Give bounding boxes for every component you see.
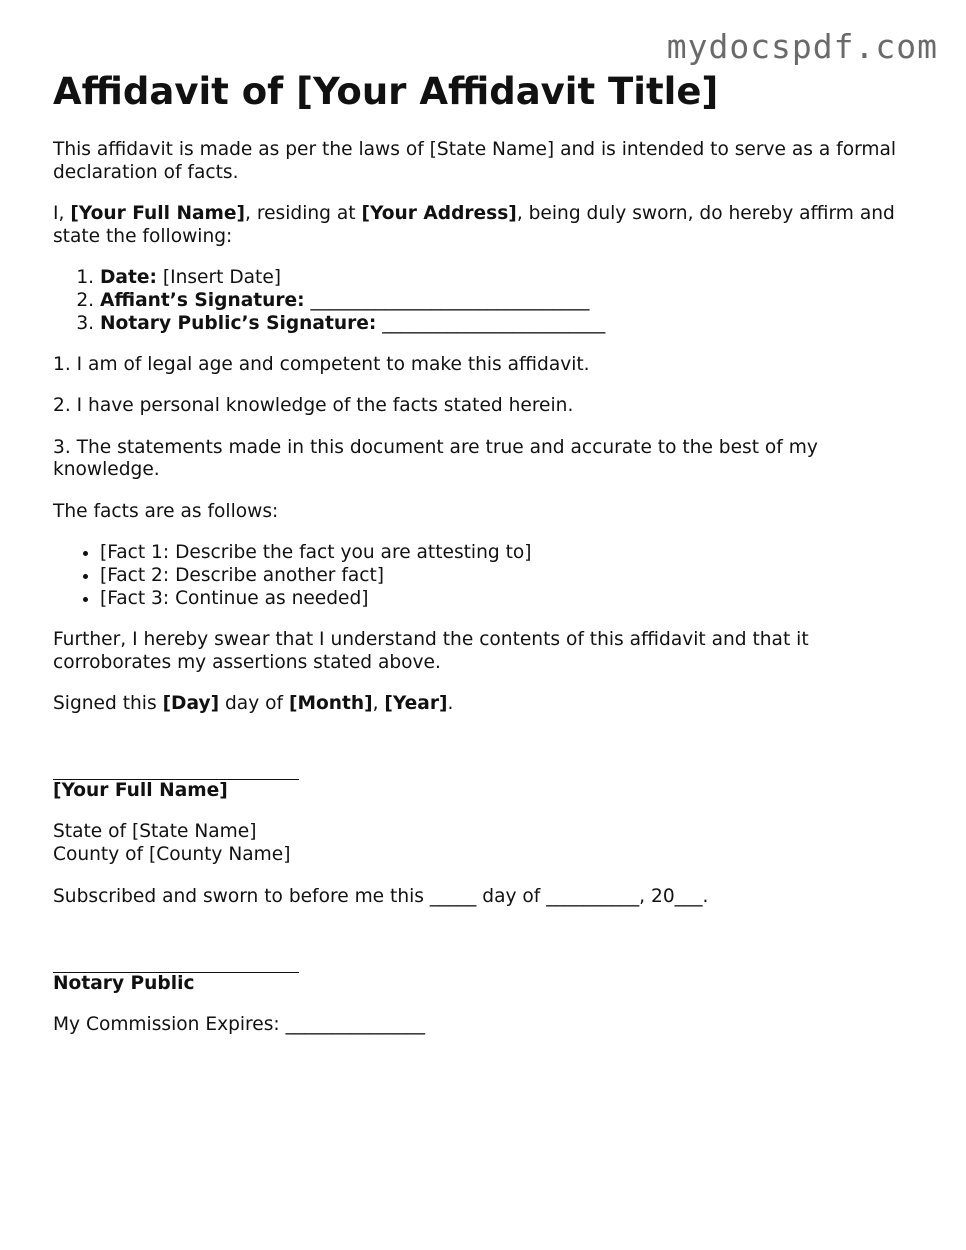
subscribed-line: Subscribed and sworn to before me this _____ day of __________, 20___. xyxy=(53,885,709,907)
commission-line: My Commission Expires: _______________ xyxy=(53,1013,426,1035)
oath-paragraph: I, [Your Full Name], residing at [Your Address], being duly sworn, do hereby affirm and state the following: xyxy=(53,203,895,247)
affiant-address: [Your Address] xyxy=(361,203,517,225)
further-paragraph: Further, I hereby swear that I understand the contents of this affidavit and that it corroborates my assertions stated above. xyxy=(53,628,809,673)
signer-name: [Your Full Name] xyxy=(53,780,228,802)
field-affiant-signature: 2. Affiant’s Signature: ______________________________ xyxy=(100,290,923,313)
facts-intro: The facts are as follows: xyxy=(53,500,279,522)
document-title: Affidavit of [Your Affidavit Title] xyxy=(53,70,719,113)
fact-item: • [Fact 2: Describe another fact] xyxy=(100,565,923,588)
facts-list xyxy=(53,542,923,610)
statement-3: 3. The statements made in this document are true and accurate to the best of my knowledge. xyxy=(53,436,818,481)
affiant-signature-line[interactable] xyxy=(53,758,299,780)
intro-paragraph: This affidavit is made as per the laws of [State Name] and is intended to serve as a formal declaration of facts. xyxy=(53,139,897,183)
state-line: State of [State Name] xyxy=(53,821,257,843)
field-list xyxy=(53,267,923,335)
statement-2: 2. I have personal knowledge of the facts stated herein. xyxy=(53,395,574,417)
affiant-signature-block xyxy=(53,757,923,803)
fact-item: • [Fact 1: Describe the fact you are attesting to] xyxy=(100,542,923,565)
county-line: County of [County Name] xyxy=(53,844,291,866)
notary-label: Notary Public xyxy=(53,972,195,994)
field-notary-signature: 3. Notary Public’s Signature: ________________________ xyxy=(100,313,923,336)
fact-item: • [Fact 3: Continue as needed] xyxy=(100,588,923,611)
notary-signature-line[interactable] xyxy=(53,951,299,973)
affiant-name: [Your Full Name] xyxy=(70,203,246,225)
field-date: 1. Date: [Insert Date] xyxy=(100,267,923,290)
signed-line: Signed this [Day] day of [Month], [Year]. xyxy=(53,693,454,715)
document-body xyxy=(53,139,923,1055)
watermark: mydocspdf.com xyxy=(666,27,938,66)
notary-signature-block xyxy=(53,950,923,996)
venue xyxy=(53,821,923,867)
statement-1: 1. I am of legal age and competent to make this affidavit. xyxy=(53,354,590,376)
